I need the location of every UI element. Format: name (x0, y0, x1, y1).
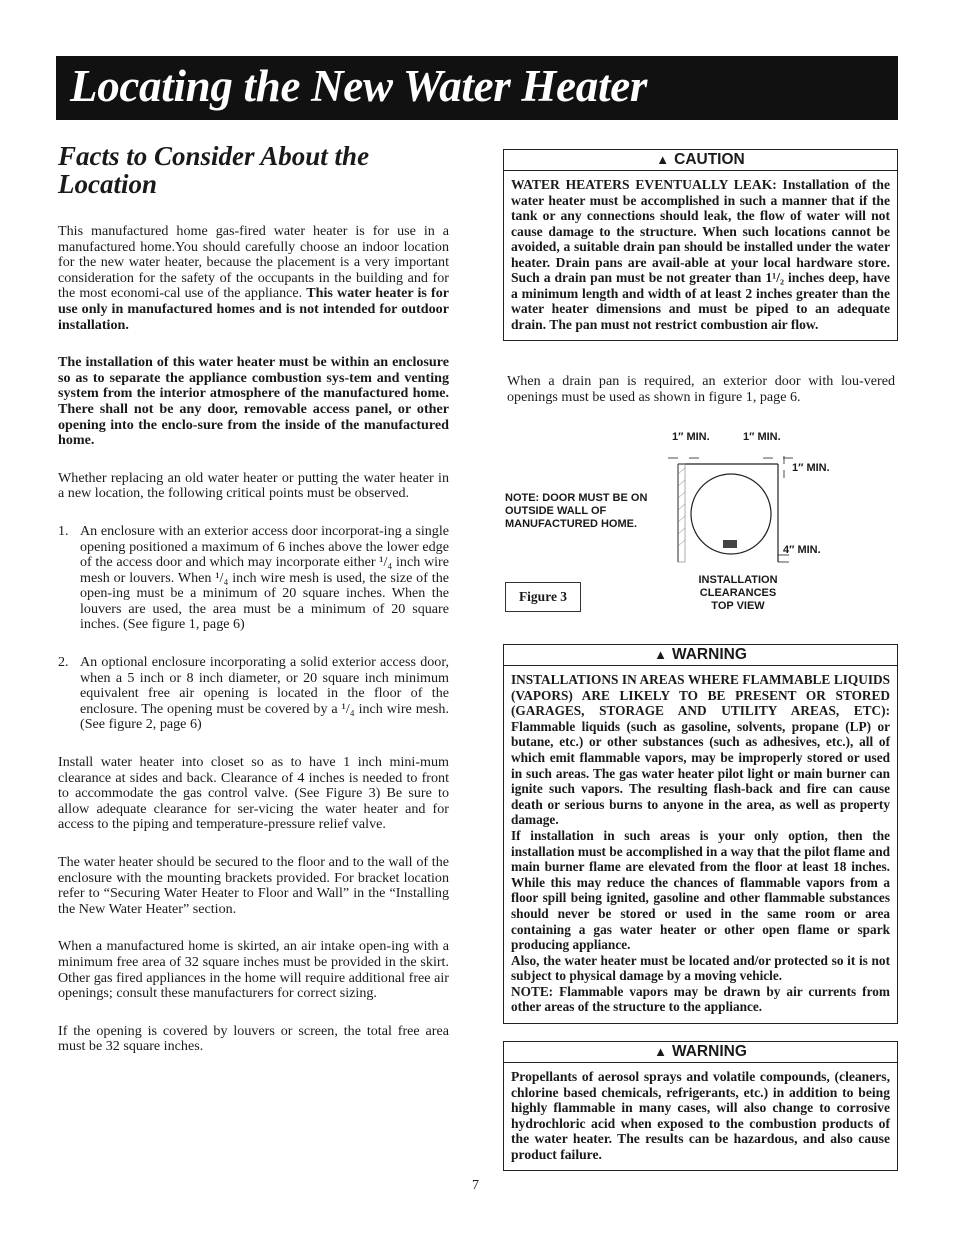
warning-box-flammable (503, 644, 898, 1024)
intro-bold: This water heater is for use only in manufactured homes and is not intended for outdoor installation. (58, 285, 449, 333)
enclosure-paragraph: The installation of this water heater must be within an enclosure so as to separate the appliance combustion sys-tem and venting system from the interior atmosphere of the manufactured home. There shall not be any door, removable access panel, or other opening into the enclo-sure from the inside of the manufactured home. (58, 354, 449, 449)
secure-paragraph: The water heater should be secured to the floor and to the wall of the enclosure with the mounting brackets provided. For bracket location refer to “Securing Water Heater to Floor and Wall” in the “Installing the New Water Heater” section. (58, 854, 449, 917)
list-item-number: 1. (58, 522, 69, 539)
enclosure-list (58, 524, 449, 733)
caution-title: CAUTION (674, 151, 745, 168)
list-item-text: An optional enclosure incorporating a solid exterior access door, when a 5 inch or 8 inch diameter, or 20 square inch minimum equivalent free air opening is located in the floor of the enclosure. The opening must be covered by a ¹/₄ inch wire mesh. (See figure 2, page 6) (80, 654, 449, 733)
caution-box (503, 149, 898, 341)
caption-line: INSTALLATION (698, 574, 778, 586)
warning-header (504, 645, 897, 666)
page-number: 7 (472, 1178, 479, 1193)
title-banner (56, 56, 898, 120)
list-item (58, 524, 449, 633)
dim-top-label: 1″ MIN. (743, 431, 781, 443)
page-title: Locating the New Water Heater (70, 61, 648, 111)
figure-caption (688, 574, 788, 613)
caution-body: WATER HEATERS EVENTUALLY LEAK: Installation of the water heater must be accomplished in such a manner that if the tank or any connections should leak, the flow of water will not cause damage to the structure. When such locations cannot be avoided, a suitable drain pan should be installed under the water heater. Drain pans are avail-able at your local hardware store. Such a drain pan must be not greater than 1¹/₂ inches deep, have a minimum length and width of at least 2 inches greater than the water heater dimensions and must be piped to an adequate drain. The pan must not restrict combustion air flow. (511, 177, 890, 332)
drain-paragraph: When a drain pan is required, an exterior door with lou-vered openings must be used as shown in figure 1, page 6. (507, 373, 895, 405)
clearance-diagram (665, 444, 795, 564)
warning-body: Propellants of aerosol sprays and volatile compounds, (cleaners, chlorine based chemicals, refrigerants, etc.) in addition to being highly flammable in many cases, will also change to corrosive hydrochloric acid when exposed to the combustion products of the water heater. The results can be hazardous, and also cause product failure. (511, 1069, 890, 1162)
warning-triangle-icon: ▲ (654, 1044, 667, 1059)
caption-line: CLEARANCES (699, 587, 777, 599)
intro-paragraph (58, 224, 449, 333)
warning-paragraph: INSTALLATIONS IN AREAS WHERE FLAMMABLE LIQUIDS (VAPORS) ARE LIKELY TO BE PRESENT OR STORED (GARAGES, STORAGE AND UTILITY AREAS, ETC): Flammable liquids (such as gasoline, solvents, propane (LP) or butane, etc.) or other substances (such as adhesives, etc.), all of which emit flammable vapors, may be improperly stored or used in such areas. The gas water heater pilot light or main burner can ignite such vapors. The resulting flash-back and fire can cause death or serious burns to anyone in the area, as well as property damage. (511, 672, 890, 828)
intro-text: This manufactured home gas-fired water heater is for use in a manufactured home.You should carefully choose an indoor location for the new water heater, because the placement is a very important consideration for the safety of the occupants in the building and for the most economi-cal use of the appliance. (58, 223, 449, 302)
section-title: Facts to Consider About the Location (58, 141, 370, 199)
warning-paragraph: NOTE: Flammable vapors may be drawn by air currents from other areas of the structure to the appliance. (511, 983, 890, 1015)
warning-title: WARNING (671, 1043, 747, 1060)
dim-right-label: 1″ MIN. (792, 462, 830, 474)
dim-left-label: 1″ MIN. (672, 431, 710, 443)
louver-paragraph: If the opening is covered by louvers or screen, the total free area must be 32 square inches. (58, 1022, 449, 1055)
caution-header (504, 150, 897, 171)
closet-paragraph: Install water heater into closet so as to have 1 inch mini-mum clearance at sides and back. Clearance of 4 inches is needed to front to accommodate the gas control valve. (See Figure 3) Be sure to allow adequate clearance for ser-vicing the water heater and for access to the piping and temperature-pressure relief valve. (58, 754, 449, 833)
left-column (58, 142, 449, 1077)
list-item-number: 2. (58, 654, 69, 671)
warning-triangle-icon: ▲ (656, 152, 670, 167)
warning-paragraph: Also, the water heater must be located and/or protected so it is not subject to physical damage by a moving vehicle. (511, 952, 890, 984)
warning-triangle-icon: ▲ (654, 647, 667, 662)
list-item (58, 655, 449, 733)
figure-note: NOTE: DOOR MUST BE ON OUTSIDE WALL OF MANUFACTURED HOME. (505, 492, 648, 530)
critical-points-paragraph: Whether replacing an old water heater or putting the water heater in a new location, the following critical points must be observed. (58, 469, 449, 502)
warning-title: WARNING (671, 646, 747, 663)
dim-front-label: 4″ MIN. (783, 544, 821, 556)
caption-line: TOP VIEW (711, 600, 765, 612)
warning-paragraph: If installation in such areas is your only option, then the installation must be accomplished in a way that the pilot flame and main burner flame are elevated from the floor at least 18 inches. While this may reduce the chances of flammable vapors from a floor spill being ignited, gasoline and other flammable substances should never be stored or used in the same room or area containing a gas water heater or other open flame or spark producing appliance. (511, 827, 890, 953)
warning-box-aerosol (503, 1041, 898, 1171)
list-item-text: An enclosure with an exterior access door incorporat-ing a single opening positioned a maximum of 6 inches above the lower edge of the access door and which may incorporate either ¹/₄ inch wire mesh or louvers. When ¹/₄ inch wire mesh is used, the size of the open-ing must be a minimum of 20 square inches. When the louvers are used, the area must be a minimum of 20 square inches. (See figure 1, page 6) (80, 522, 449, 633)
warning-body (504, 666, 897, 1023)
figure-label: Figure 3 (505, 582, 581, 612)
skirt-paragraph: When a manufactured home is skirted, an air intake open-ing with a minimum free area of 32 square inches must be provided in the skirt. Other gas fired appliances in the home will require additional free air openings; consult these manufacturers for correct sizing. (58, 938, 449, 1002)
warning-header (504, 1042, 897, 1063)
